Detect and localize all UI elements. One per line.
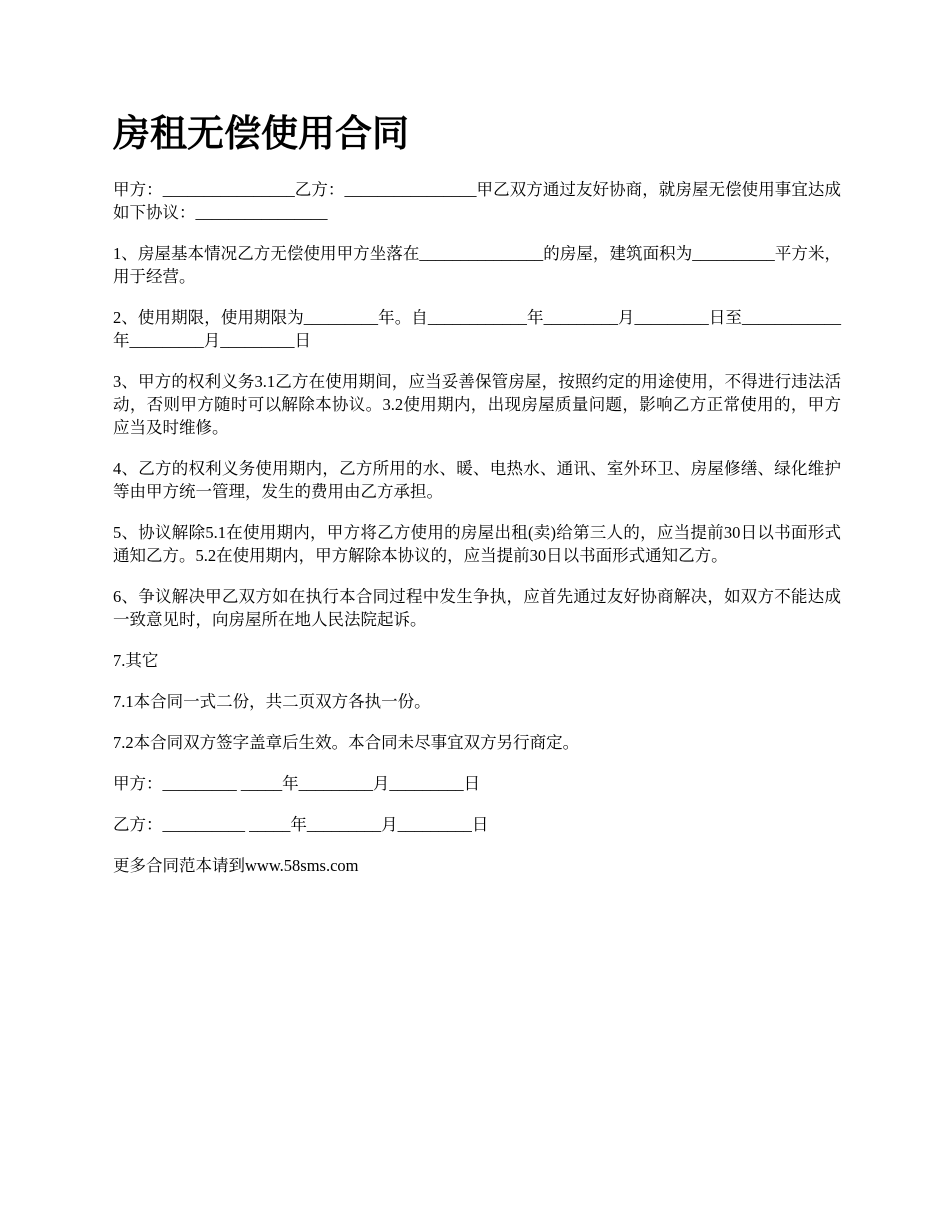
intro-paragraph: 甲方：________________乙方：________________甲乙双方通过友好协商，就房屋无偿使用事宜达成如下协议：________________ [113,180,841,222]
signature-party-b: 乙方：__________ _____年_________月_________日 [113,815,489,834]
clause-3-party-a-rights: 3、甲方的权利义务3.1乙方在使用期间，应当妥善保管房屋，按照约定的用途使用，不得进行违法活动，否则甲方随时可以解除本协议。3.2使用期内，出现房屋质量问题，影响乙方正常使用的，甲方应当及时维修。 [113,372,841,437]
clause-1-property-info: 1、房屋基本情况乙方无偿使用甲方坐落在_______________的房屋，建筑面积为__________平方米，用于经营。 [113,244,841,286]
clause-4-party-b-rights: 4、乙方的权利义务使用期内，乙方所用的水、暖、电热水、通讯、室外环卫、房屋修缮、绿化维护等由甲方统一管理，发生的费用由乙方承担。 [113,459,841,501]
clause-7-2: 7.2本合同双方签字盖章后生效。本合同未尽事宜双方另行商定。 [113,733,580,752]
document-title: 房租无偿使用合同 [113,114,409,155]
clause-5-termination: 5、协议解除5.1在使用期内，甲方将乙方使用的房屋出租(卖)给第三人的，应当提前30日以书面形式通知乙方。5.2在使用期内，甲方解除本协议的，应当提前30日以书面形式通知乙方。 [113,523,841,565]
clause-2-term: 2、使用期限，使用期限为_________年。自____________年_________月_________日至____________年_________月_________日 [113,308,841,350]
clause-6-dispute: 6、争议解决甲乙双方如在执行本合同过程中发生争执，应首先通过友好协商解决，如双方不能达成一致意见时，向房屋所在地人民法院起诉。 [113,587,841,629]
clause-7-other-heading: 7.其它 [113,651,159,670]
signature-party-a: 甲方：_________ _____年_________月_________日 [113,774,481,793]
footer-more-templates: 更多合同范本请到www.58sms.com [113,856,359,875]
contract-document [113,110,841,895]
clause-7-1: 7.1本合同一式二份，共二页双方各执一份。 [113,692,431,711]
